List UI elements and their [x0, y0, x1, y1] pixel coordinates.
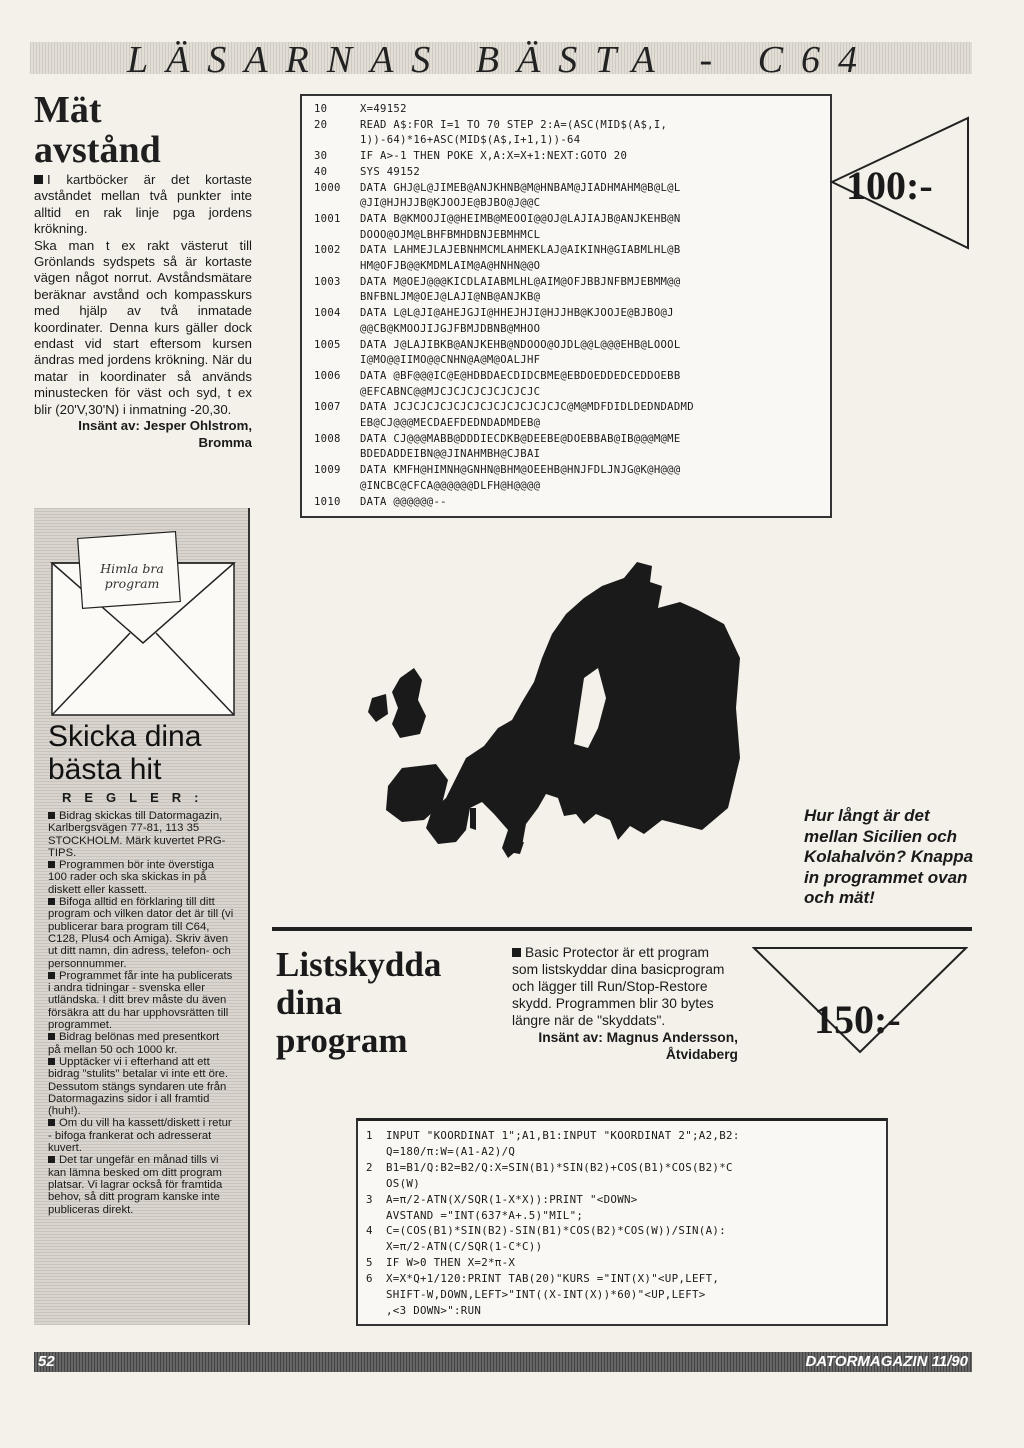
code-line	[314, 259, 822, 275]
code-line	[366, 1128, 880, 1144]
code-text: DOOO@OJM@LBHFBMHDBNJEBMHMCL	[360, 228, 541, 241]
code-line	[314, 479, 822, 495]
code-text: A=π/2-ATN(X/SQR(1-X*X)):PRINT "<DOWN>	[386, 1192, 638, 1206]
code-line	[366, 1144, 880, 1160]
article1-para-1: I kartböcker är det kortaste avståndet mellan två punkter inte alltid en rak linje pga jordens krökning.	[34, 172, 252, 237]
code-text: DATA L@L@JI@AHEJGJI@HHEJHJI@HJJHB@KJOOJE@BJBO@J	[360, 307, 674, 320]
code-text: DATA B@KMOOJI@@HEIMB@MEOOI@@OJ@LAJIAJB@ANJKEHB@N	[360, 212, 681, 225]
line-number: 6	[366, 1272, 373, 1286]
code-line	[314, 400, 822, 416]
code-line	[314, 447, 822, 463]
article1-author: Insänt av: Jesper Ohlstrom, Bromma	[78, 418, 252, 450]
code-text: DATA CJ@@@MABB@DDDIECDKB@DEEBE@DOEBBAB@IB@@@M@ME	[360, 432, 681, 445]
code-line	[314, 353, 822, 369]
code-line	[366, 1208, 880, 1224]
code-text: READ A$:FOR I=1 TO 70 STEP 2:A=(ASC(MID$(A$,I,	[360, 118, 668, 131]
line-number: 10	[314, 103, 328, 115]
rule-item: Bidrag belönas med presentkort på mellan 50 och 1000 kr.	[48, 1031, 220, 1056]
code-line	[314, 228, 822, 244]
rule-item: Programmet får inte ha publicerats i andra tidningar - svenska eller utländska. I ditt brev måste du även försäkra att du har upphovsrätten till programmet.	[48, 969, 233, 1032]
envelope-icon	[50, 523, 236, 717]
article1-body	[34, 172, 252, 451]
bullet-icon	[48, 1119, 55, 1126]
code-text: DATA JCJCJCJCJCJCJCJCJCJCJCJCJC@M@MDFDIDLDEDNDADMD	[360, 401, 694, 414]
code-line	[314, 243, 822, 259]
code-line	[314, 385, 822, 401]
code-line	[314, 306, 822, 322]
code-line	[366, 1271, 880, 1287]
code-line	[314, 322, 822, 338]
line-number: 3	[366, 1192, 373, 1206]
code-line	[366, 1160, 880, 1176]
code-text: OS(W)	[386, 1176, 421, 1190]
bullet-icon	[48, 898, 55, 905]
magazine-issue: DATORMAGAZIN 11/90	[805, 1353, 968, 1370]
bullet-icon	[34, 175, 43, 184]
price-1: 100:-	[846, 163, 933, 208]
code-text: DATA LAHMEJLAJEBNHMCMLAHMEKLAJ@AIKINH@GIABMLHL@B	[360, 244, 681, 257]
line-number: 1002	[314, 244, 341, 257]
map-caption: Hur långt är det mellan Sicilien och Kolahalvön? Knappa in programmet ovan och mät!	[804, 806, 974, 907]
line-number: 1006	[314, 369, 341, 382]
line-number: 1005	[314, 338, 341, 351]
code-text: C=(COS(B1)*SIN(B2)-SIN(B1)*COS(B2)*COS(W))/SIN(A):	[386, 1224, 727, 1238]
code-line	[366, 1223, 880, 1239]
line-number: 20	[314, 118, 328, 131]
article1-title: Mät avstånd	[34, 89, 161, 171]
page-number: 52	[38, 1353, 55, 1370]
line-number: 1008	[314, 432, 341, 445]
code-text: X=49152	[360, 103, 407, 115]
sidebar-title: Skicka dina bästa hit	[48, 720, 202, 786]
rule-item: Bifoga alltid en förklaring till ditt program och vilken dator det är till (vi publicerar bara program till C64, C128, Plus4 och Amiga). Skriv även ut ditt namn, din adress, telefon- och personnummer.	[48, 896, 234, 970]
code-line	[314, 495, 822, 511]
code-text: Q=180/π:W=(A1-A2)/Q	[386, 1144, 516, 1158]
article2-author: Insänt av: Magnus Andersson, Åtvidaberg	[538, 1030, 738, 1062]
code-text: HM@OFJB@@KMDMLAIM@A@HNHN@@O	[360, 260, 541, 273]
code-text: BNFBNLJM@OEJ@LAJI@NB@ANJKB@	[360, 291, 541, 304]
code-text: @@CB@KMOOJIJGJFBMJDBNB@MHOO	[360, 322, 541, 335]
code-text: AVSTAND ="INT(637*A+.5)"MIL";	[386, 1208, 584, 1222]
code-text: ,<3 DOWN>":RUN	[386, 1303, 482, 1317]
rule-item: Det tar ungefär en månad tills vi kan lämna besked om ditt program platsar. Vi lagrar också för framtida behov, så ditt program kanske inte publiceras direkt.	[48, 1154, 223, 1216]
bullet-icon	[48, 972, 55, 979]
rule-item: Programmen bör inte överstiga 100 rader och ska skickas in på diskett eller kassett.	[48, 859, 215, 896]
code-line	[314, 416, 822, 432]
line-number: 1004	[314, 307, 341, 320]
code-line	[314, 165, 822, 181]
code-line	[314, 369, 822, 385]
code-text: @INCBC@CFCA@@@@@@DLFH@H@@@@	[360, 479, 541, 492]
code-text: DATA GHJ@L@JIMEB@ANJKHNB@M@HNBAM@JIADHMAHM@B@L@L	[360, 181, 681, 194]
code-text: IF W>0 THEN X=2*π-X	[386, 1256, 516, 1270]
line-number: 1001	[314, 212, 341, 225]
code-text: BDEDADDEIBN@@JINAHMBH@CJBAI	[360, 448, 541, 461]
code-text: DATA @@@@@@--	[360, 495, 447, 508]
code-line	[366, 1287, 880, 1303]
bullet-icon	[512, 948, 521, 957]
code-text: X=X*Q+1/120:PRINT TAB(20)"KURS ="INT(X)"<UP,LEFT,	[386, 1272, 720, 1286]
bullet-icon	[48, 1156, 55, 1163]
rule-item: Om du vill ha kassett/diskett i retur - bifoga frankerat och adresserat kuvert.	[48, 1117, 232, 1155]
code-text: DATA KMFH@HIMNH@GNHN@BHM@OEEHB@HNJFDLJNJG@K@H@@@	[360, 464, 681, 477]
bullet-icon	[48, 1058, 55, 1065]
code-line	[314, 102, 822, 118]
code-line	[314, 181, 822, 197]
europe-map	[362, 558, 742, 890]
line-number: 5	[366, 1256, 373, 1270]
article2-body	[512, 944, 738, 1063]
code-line	[366, 1255, 880, 1271]
code-text: SHIFT-W,DOWN,LEFT>"INT((X-INT(X))*60)"<UP,LEFT>	[386, 1288, 706, 1302]
code-text: B1=B1/Q:B2=B2/Q:X=SIN(B1)*SIN(B2)+COS(B1)*COS(B2)*C	[386, 1160, 733, 1174]
code-line	[314, 463, 822, 479]
code-text: SYS 49152	[360, 165, 421, 178]
code-line	[366, 1192, 880, 1208]
line-number: 1000	[314, 181, 341, 194]
code-text: DATA @BF@@@IC@E@HDBDAECDIDCBME@EBDOEDDEDCEDDOEBB	[360, 369, 681, 382]
code-listing-1	[300, 94, 832, 518]
article2-text: Basic Protector är ett program som listskyddar dina basicprogram och lägger till Run/Stop-Restore skydd. Programmen blir 30 bytes längre när de "skyddats".	[512, 945, 725, 1028]
bullet-icon	[48, 861, 55, 868]
code-text: 1))-64)*16+ASC(MID$(A$,I+1,1))-64	[360, 134, 581, 147]
code-line	[314, 290, 822, 306]
section-title: LÄSARNAS BÄSTA - C64	[126, 39, 876, 81]
code-text: I@MO@@IIMO@@CNHN@A@M@OALJHF	[360, 354, 541, 367]
code-line	[314, 196, 822, 212]
sidebar-body	[48, 810, 234, 1216]
code-text: @EFCABNC@@MJCJCJCJCJCJCJCJC	[360, 385, 541, 398]
line-number: 1010	[314, 495, 341, 508]
code-text: DATA M@OEJ@@@KICDLAIABMLHL@AIM@OFJBBJNFBMJEBMM@@	[360, 275, 681, 288]
price-2: 150:-	[814, 997, 901, 1042]
line-number: 1009	[314, 464, 341, 477]
code-text: INPUT "KOORDINAT 1";A1,B1:INPUT "KOORDINAT 2";A2,B2:	[386, 1129, 740, 1142]
line-number: 1003	[314, 275, 341, 288]
article1-para-2: Ska man t ex rakt västerut till Grönlands sydspets så är kortaste vägen något norrut. Avståndsmätare beräknar avstånd och kompasskurs med hjälp av två inmatade koordinater. Denna kurs gäller dock endast vid start eftersom kursen ändras med jordens krökning. När du matar in koordinater så används minustecken för väst och syd, t ex blir (20'V,30'N) i inmatning -20,30.	[34, 237, 252, 417]
code-line	[314, 338, 822, 354]
line-number: 30	[314, 150, 328, 163]
rule-item: Upptäcker vi i efterhand att ett bidrag "stulits" betalar vi inte ett öre. Dessutom stängs syndaren ute från Datormagazins sidor i all framtid (huh!).	[48, 1055, 229, 1118]
code-text: IF A>-1 THEN POKE X,A:X=X+1:NEXT:GOTO 20	[360, 150, 628, 163]
line-number: 1	[366, 1129, 373, 1142]
article2-title: Listskydda dina program	[276, 945, 442, 1060]
code-line	[366, 1303, 880, 1319]
envelope-note: Himla bra program	[100, 561, 164, 591]
bullet-icon	[48, 1033, 55, 1040]
code-line	[366, 1176, 880, 1192]
code-text: DATA J@LAJIBKB@ANJKEHB@NDOOO@OJDL@@L@@@EHB@LOOOL	[360, 338, 681, 351]
code-text: X=π/2-ATN(C/SQR(1-C*C))	[386, 1240, 543, 1254]
rule-item: Bidrag skickas till Datormagazin, Karlbergsvägen 77-81, 113 35 STOCKHOLM. Märk kuvertet PRG-TIPS.	[48, 810, 226, 859]
code-line	[314, 133, 822, 149]
code-listing-2	[356, 1118, 888, 1326]
code-line	[314, 118, 822, 134]
code-text: EB@CJ@@@MECDAEFDEDNDADMDEB@	[360, 417, 541, 430]
bullet-icon	[48, 812, 55, 819]
line-number: 40	[314, 165, 328, 178]
code-line	[314, 275, 822, 291]
rules-heading: REGLER:	[62, 790, 212, 805]
code-line	[314, 432, 822, 448]
code-line	[314, 149, 822, 165]
line-number: 4	[366, 1224, 373, 1238]
line-number: 2	[366, 1160, 373, 1174]
line-number: 1007	[314, 401, 341, 414]
section-divider	[272, 927, 972, 931]
code-line	[314, 212, 822, 228]
code-line	[366, 1239, 880, 1255]
code-text: @JI@HJHJJB@KJOOJE@BJBO@J@@C	[360, 197, 541, 210]
